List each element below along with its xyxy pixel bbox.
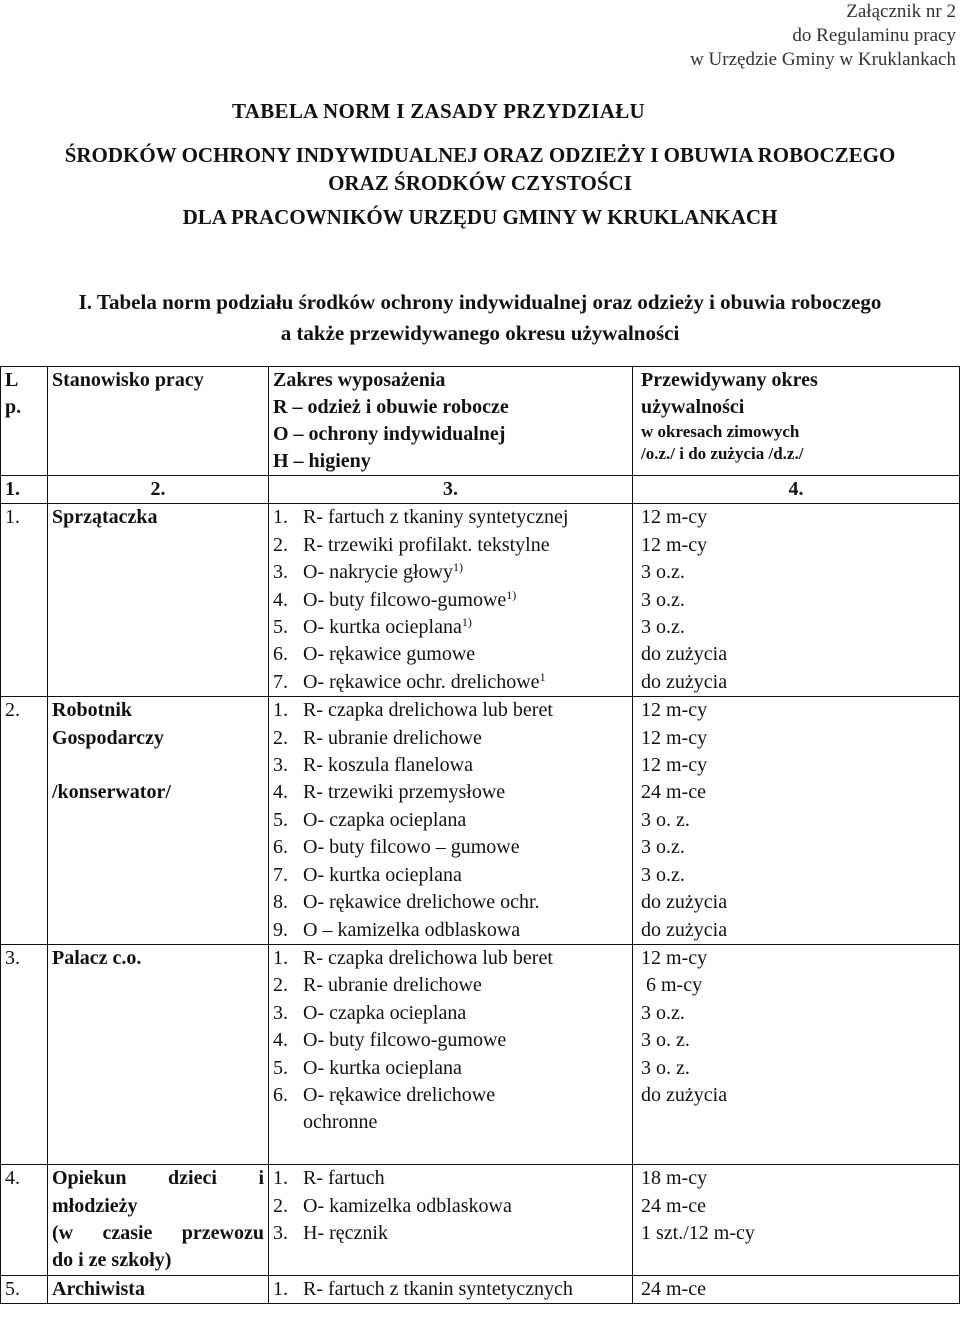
header-period-line-2: używalności (641, 396, 745, 418)
position-line (52, 752, 264, 779)
equipment-item-number: 1. (273, 506, 288, 529)
period-value: do zużycia (641, 1083, 728, 1106)
equipment-item-number: 5. (273, 1056, 288, 1079)
table-row (1, 944, 960, 1164)
equipment-item (273, 972, 628, 999)
equipment-item-number: 2. (273, 1194, 288, 1217)
period-value: 12 m-cy (641, 726, 708, 749)
equipment-item-text: R- ubranie drelichowe (303, 974, 482, 997)
equipment-item-text: O- rękawice drelichowe ochr. (303, 891, 540, 914)
column-number-1: 1. (1, 476, 48, 504)
equipment-cell (269, 1275, 633, 1303)
equipment-item-number: 7. (273, 670, 288, 693)
footnote-marker: 1 (539, 669, 546, 684)
equipment-item-text: H- ręcznik (303, 1221, 388, 1244)
header-period (633, 367, 960, 476)
period-value: 12 m-cy (641, 506, 708, 529)
equipment-item-text: O- kamizelka odblaskowa (303, 1194, 512, 1217)
equipment-item-number: 1. (273, 699, 288, 722)
equipment-item-number: 8. (273, 891, 288, 914)
position-line: do i ze szkoły) (52, 1249, 172, 1272)
position-line: Sprzątaczka (52, 506, 158, 529)
table-row (1, 1275, 960, 1303)
equipment-item-text: O- rękawice gumowe (303, 643, 476, 666)
annex-line-1: Załącznik nr 2 (846, 1, 956, 22)
period-cell (633, 1275, 960, 1303)
equipment-cell (269, 504, 633, 697)
header-position (48, 367, 269, 476)
period-value: 3 o.z. (641, 561, 685, 584)
period-value: 6 m-cy (641, 974, 703, 997)
equipment-item-text: ochronne (303, 1111, 378, 1134)
header-period-line-1: Przewidywany okres (641, 369, 818, 391)
equipment-item-text: O – kamizelka odblaskowa (303, 918, 521, 941)
column-number-row (1, 476, 960, 504)
column-number-4: 4. (633, 476, 960, 504)
equipment-item-number: 1. (273, 1167, 288, 1190)
footnote-marker: 1) (506, 587, 517, 602)
equipment-item-number: 4. (273, 1029, 288, 1052)
period-cell (633, 1165, 960, 1276)
equipment-item (273, 1220, 628, 1247)
spacer (273, 1137, 628, 1164)
position-line: Gospodarczy (52, 726, 164, 749)
equipment-item-text: R- trzewiki przemysłowe (303, 781, 506, 804)
section-heading (0, 287, 960, 349)
position-cell (48, 504, 269, 697)
column-number-2: 2. (48, 476, 269, 504)
period-value: 3 o.z. (641, 863, 685, 886)
equipment-item (273, 559, 628, 586)
column-number-3: 3. (269, 476, 633, 504)
table-header-row (1, 367, 960, 476)
document-subtitle (0, 141, 960, 197)
equipment-cell (269, 697, 633, 945)
equipment-item (273, 834, 628, 861)
header-lp (1, 367, 48, 476)
equipment-cell (269, 1165, 633, 1276)
equipment-item-text: R- fartuch (303, 1167, 385, 1190)
equipment-item-text: O- kurtka ocieplana (303, 616, 462, 639)
equipment-item-number: 3. (273, 754, 288, 777)
equipment-item-text: O- buty filcowo-gumowe (303, 588, 507, 611)
equipment-item-number: 3. (273, 1001, 288, 1024)
header-period-line-3: w okresach zimowych (641, 422, 800, 441)
header-period-line-4: /o.z./ i do zużycia /d.z./ (641, 444, 804, 463)
subtitle-line-2: ORAZ ŚRODKÓW CZYSTOŚCI (328, 171, 632, 195)
footnote-marker: 1) (452, 560, 463, 575)
period-value: 24 m-ce (641, 781, 706, 804)
period-value: 3 o.z. (641, 836, 685, 859)
table-row (1, 504, 960, 697)
period-value: 18 m-cy (641, 1167, 708, 1190)
equipment-item-text: O- kurtka ocieplana (303, 863, 462, 886)
equipment-item (273, 1165, 628, 1192)
equipment-item-text: R- fartuch z tkaniny syntetycznej (303, 506, 569, 529)
header-lp-line-2: p. (5, 396, 22, 418)
equipment-item-number: 2. (273, 533, 288, 556)
row-number: 3. (1, 944, 48, 1164)
position-cell (48, 1165, 269, 1276)
header-scope-line-3: O – ochrony indywidualnej (273, 423, 506, 445)
period-value: 12 m-cy (641, 946, 708, 969)
equipment-item-number: 6. (273, 643, 288, 666)
section-heading-line-1: I. Tabela norm podziału środków ochrony indywidualnej oraz odzieży i obuwia roboczego (78, 290, 882, 314)
equipment-item (273, 1193, 628, 1220)
equipment-item (273, 779, 628, 806)
equipment-item-text: O- czapka ocieplana (303, 1001, 467, 1024)
equipment-item (273, 697, 628, 724)
equipment-item-number: 5. (273, 616, 288, 639)
equipment-item (273, 504, 628, 531)
header-scope-line-1: Zakres wyposażenia (273, 369, 446, 391)
period-value: 3 o. z. (641, 1029, 690, 1052)
equipment-item-number: 3. (273, 1221, 288, 1244)
equipment-item-number: 9. (273, 918, 288, 941)
equipment-item-number: 7. (273, 863, 288, 886)
period-value: do zużycia (641, 670, 728, 693)
equipment-item-text: R- czapka drelichowa lub beret (303, 699, 553, 722)
equipment-item (273, 862, 628, 889)
equipment-item-text: R- fartuch z tkanin syntetycznych (303, 1277, 573, 1300)
row-number: 4. (1, 1165, 48, 1276)
equipment-item-number: 2. (273, 726, 288, 749)
header-position-label: Stanowisko pracy (52, 369, 204, 391)
period-value: do zużycia (641, 918, 728, 941)
equipment-item-text: O- buty filcowo – gumowe (303, 836, 520, 859)
table-row (1, 697, 960, 945)
equipment-item (273, 752, 628, 779)
equipment-cell (269, 944, 633, 1164)
table-body (1, 504, 960, 1304)
equipment-item (273, 917, 628, 944)
equipment-item-number: 3. (273, 561, 288, 584)
equipment-item (273, 1055, 628, 1082)
period-value: 3 o.z. (641, 1001, 685, 1024)
period-value: 3 o.z. (641, 588, 685, 611)
period-cell (633, 504, 960, 697)
equipment-item (273, 1027, 628, 1054)
header-scope-line-2: R – odzież i obuwie robocze (273, 396, 509, 418)
footnote-marker: 1) (461, 615, 472, 630)
equipment-item (273, 1082, 628, 1109)
equipment-item-number: 1. (273, 1277, 288, 1300)
equipment-item-number: 6. (273, 836, 288, 859)
period-value: 3 o. z. (641, 1056, 690, 1079)
equipment-item (273, 1109, 628, 1136)
position-line: Archiwista (52, 1277, 145, 1300)
equipment-item (273, 889, 628, 916)
period-value: 3 o.z. (641, 616, 685, 639)
period-value: 12 m-cy (641, 533, 708, 556)
equipment-item (273, 614, 628, 641)
period-value: do zużycia (641, 643, 728, 666)
position-line: Robotnik (52, 699, 133, 722)
period-value: 12 m-cy (641, 699, 708, 722)
period-cell (633, 944, 960, 1164)
period-value: do zużycia (641, 891, 728, 914)
document-title: TABELA NORM I ZASADY PRZYDZIAŁU (232, 99, 646, 123)
header-lp-line-1: L (5, 369, 19, 391)
period-value: 12 m-cy (641, 754, 708, 777)
equipment-item-text: O- nakrycie głowy (303, 561, 453, 584)
period-cell (633, 697, 960, 945)
equipment-item-text: R- ubranie drelichowe (303, 726, 482, 749)
annex-line-2: do Regulaminu pracy (792, 25, 956, 46)
equipment-item-text: O- kurtka ocieplana (303, 1056, 462, 1079)
period-value (641, 1109, 955, 1136)
period-value: 3 o. z. (641, 808, 690, 831)
period-value: 24 m-ce (641, 1194, 706, 1217)
position-cell (48, 944, 269, 1164)
equipment-item (273, 807, 628, 834)
equipment-item (273, 587, 628, 614)
equipment-item (273, 1000, 628, 1027)
header-scope (269, 367, 633, 476)
equipment-item (273, 725, 628, 752)
equipment-item (273, 669, 628, 696)
position-line: /konserwator/ (52, 781, 171, 804)
annex-note (690, 0, 956, 72)
document-subtitle-target: DLA PRACOWNIKÓW URZĘDU GMINY W KRUKLANKACH (182, 205, 778, 229)
equipment-item (273, 641, 628, 668)
equipment-item-text: O- czapka ocieplana (303, 808, 467, 831)
equipment-item (273, 1276, 628, 1303)
equipment-item-number: 4. (273, 781, 288, 804)
equipment-item-text: O- rękawice ochr. drelichowe (303, 670, 540, 693)
subtitle-line-1: ŚRODKÓW OCHRONY INDYWIDUALNEJ ORAZ ODZIEŻY I OBUWIA ROBOCZEGO (64, 143, 896, 167)
equipment-item-text: R- czapka drelichowa lub beret (303, 946, 553, 969)
position-line: (w czasie przewozu (52, 1221, 264, 1244)
norms-table (0, 366, 960, 1304)
equipment-item (273, 945, 628, 972)
equipment-item-number: 1. (273, 946, 288, 969)
position-cell (48, 697, 269, 945)
equipment-item-text: R- trzewiki profilakt. tekstylne (303, 533, 550, 556)
equipment-item-text: R- koszula flanelowa (303, 754, 473, 777)
equipment-item-text: O- rękawice drelichowe (303, 1083, 496, 1106)
position-line: Opiekun dzieci i (52, 1167, 264, 1190)
section-heading-line-2: a także przewidywanego okresu używalności (280, 321, 680, 345)
annex-line-3: w Urzędzie Gminy w Kruklankach (690, 49, 956, 70)
position-line: młodzieży (52, 1194, 138, 1217)
period-value: 24 m-ce (641, 1277, 706, 1300)
period-value: 1 szt./12 m-cy (641, 1221, 755, 1244)
position-line: Palacz c.o. (52, 946, 142, 969)
position-cell (48, 1275, 269, 1303)
header-scope-line-4: H – higieny (273, 450, 371, 472)
equipment-item-number: 2. (273, 974, 288, 997)
equipment-item-text: O- buty filcowo-gumowe (303, 1029, 507, 1052)
equipment-item-number: 6. (273, 1083, 288, 1106)
row-number: 2. (1, 697, 48, 945)
equipment-item-number: 4. (273, 588, 288, 611)
table-row (1, 1165, 960, 1276)
row-number: 5. (1, 1275, 48, 1303)
equipment-item-number: 5. (273, 808, 288, 831)
equipment-item (273, 532, 628, 559)
row-number: 1. (1, 504, 48, 697)
